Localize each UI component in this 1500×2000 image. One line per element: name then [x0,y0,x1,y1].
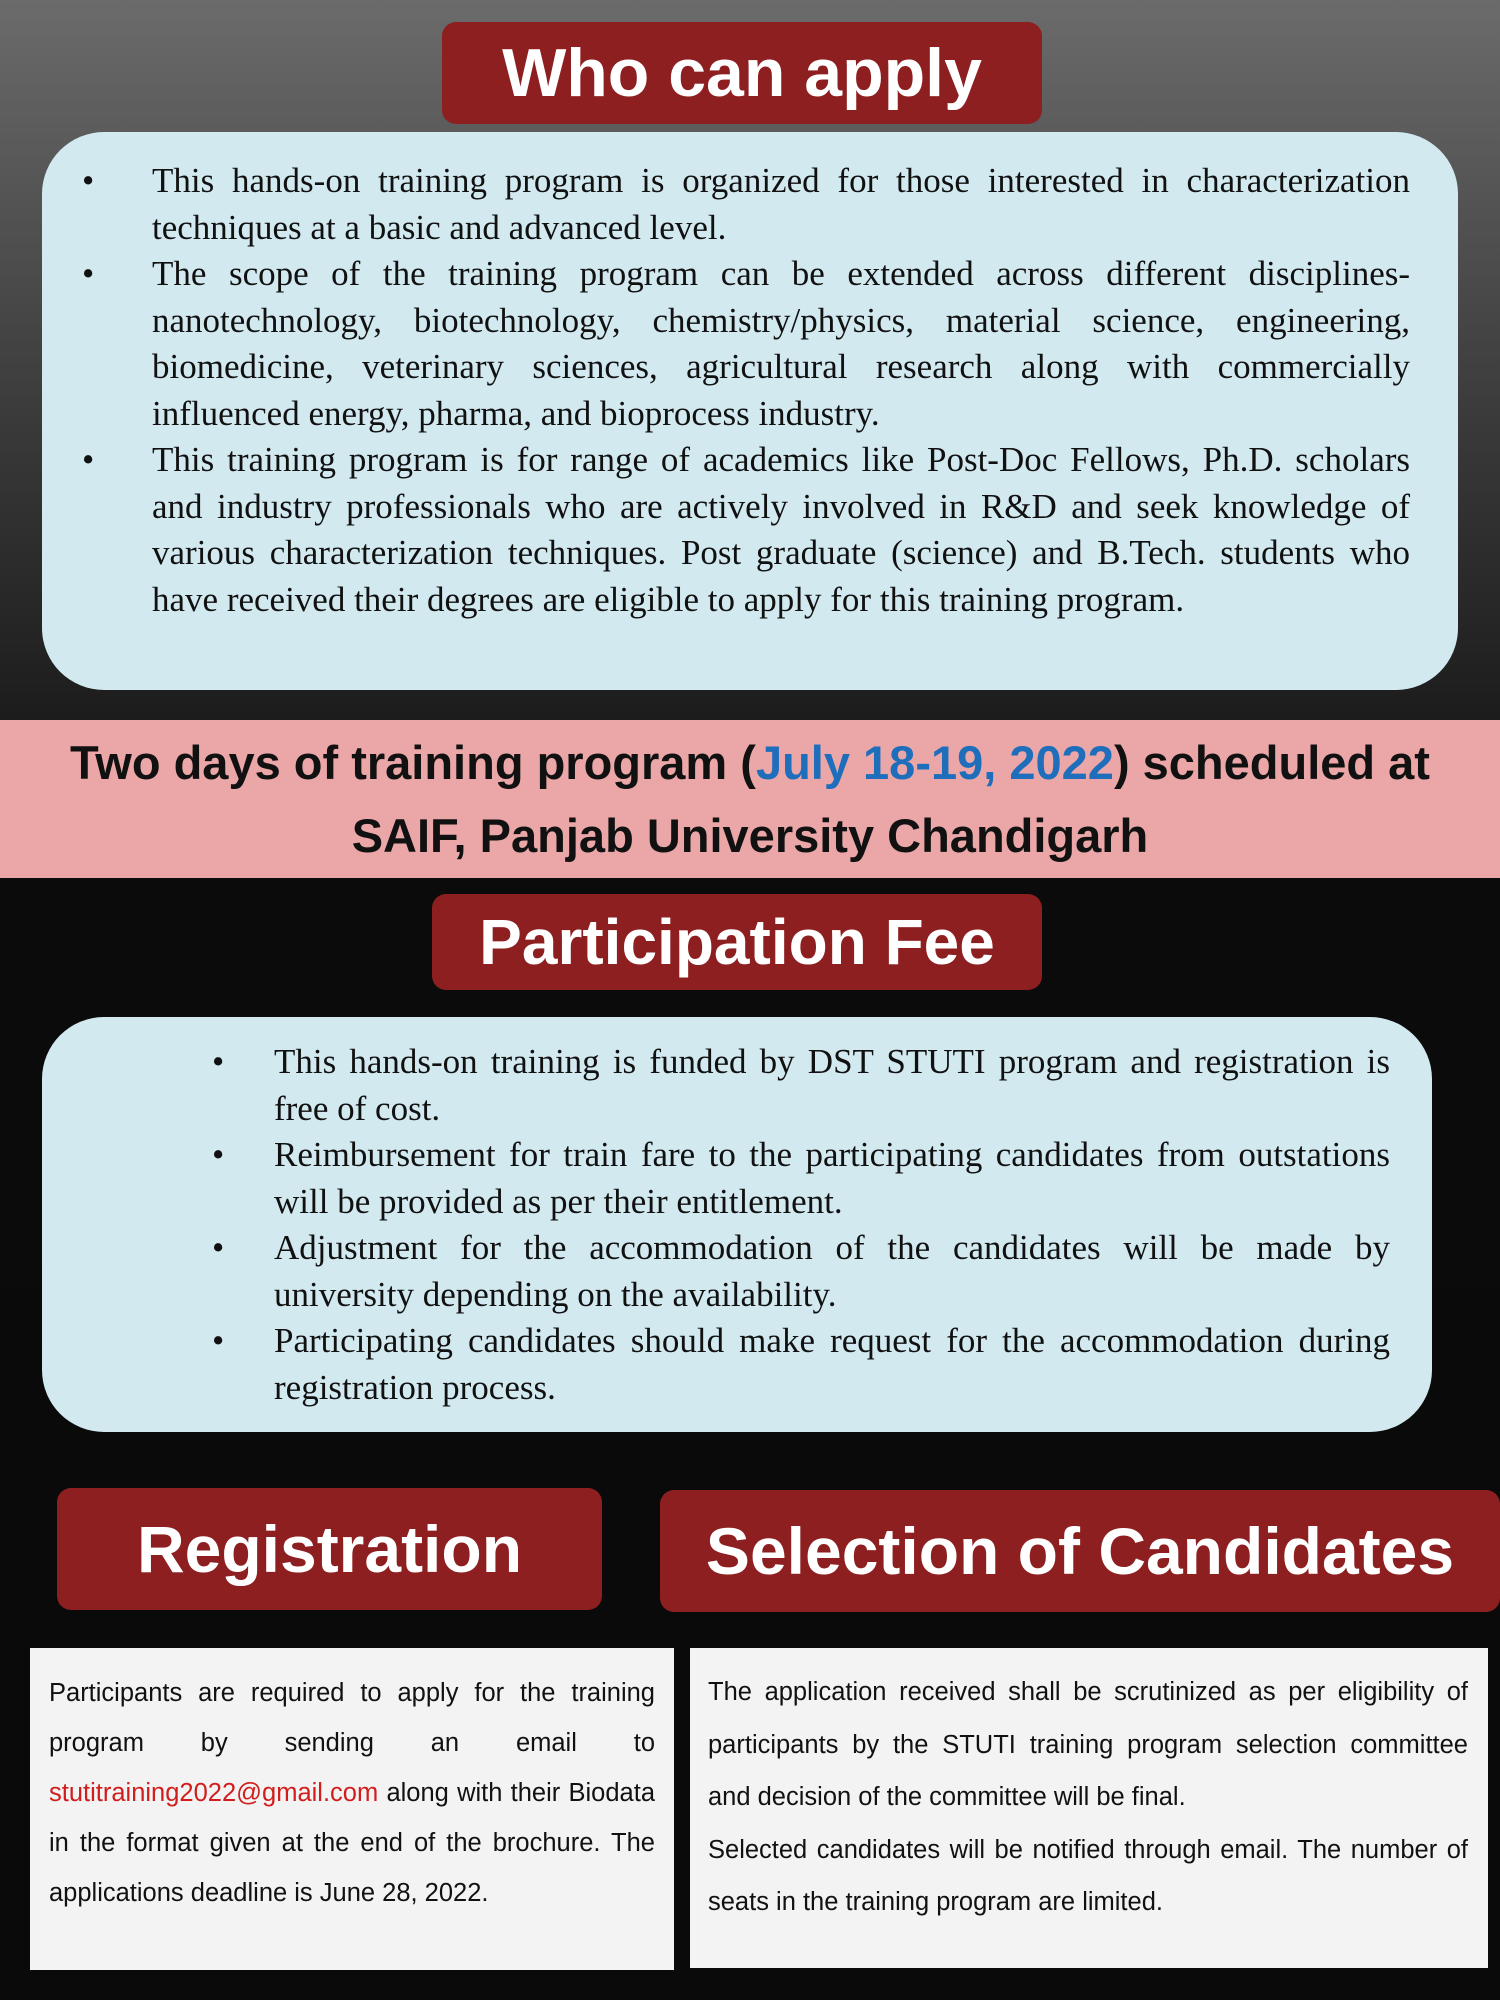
list-item: • This training program is for range of academics like Post-Doc Fellows, Ph.D. scholars and industry professionals who are actively involved in R&D and seek knowledge of various characterization techniques. Post graduate (science) and B.Tech. students who have received their degrees are eligible to apply for this training program. [152,437,1410,623]
who-can-apply-panel [42,132,1458,690]
banner-line-2: SAIF, Panjab University Chandigarh [351,809,1149,862]
selection-text-box [690,1648,1488,1968]
who-can-apply-list [152,158,1410,623]
participation-fee-title: Participation Fee [479,906,995,978]
list-item: • This hands-on training is funded by DST STUTI program and registration is free of cost. [274,1039,1390,1132]
selection-heading [660,1490,1500,1612]
selection-paragraph-1: The application received shall be scrutinized as per eligibility of participants by the STUTI training program selection committee and decision of the committee will be final. [708,1678,1468,1811]
participation-fee-list [274,1039,1390,1411]
participation-fee-heading [432,894,1042,990]
registration-heading [57,1488,602,1610]
list-item: • Participating candidates should make request for the accommodation during registration process. [274,1318,1390,1411]
list-item: • The scope of the training program can be extended across different disciplines-nanotechnology, biotechnology, chemistry/physics, material science, engineering, biomedicine, veterinary sciences, agricultural research along with commercially influenced energy, pharma, and bioprocess industry. [152,251,1410,437]
list-item: • This hands-on training program is organized for those interested in characterization techniques at a basic and advanced level. [152,158,1410,251]
participation-fee-panel [42,1017,1432,1432]
who-can-apply-heading [442,22,1042,124]
registration-email-link[interactable]: stutitraining2022@gmail.com [49,1779,379,1807]
list-item: • Reimbursement for train fare to the participating candidates from outstations will be provided as per their entitlement. [274,1132,1390,1225]
selection-title: Selection of Candidates [705,1514,1455,1588]
registration-title: Registration [136,1512,523,1586]
banner-line-1: Two days of training program (July 18-19, 2022) scheduled at [70,736,1430,789]
registration-text-box: Participants are required to apply for the training program by sending an email to stutitraining2022@gmail.com along with their Biodata in the format given at the end of the brochure. The applications deadline is June 28, 2022. [30,1648,674,1970]
list-item: • Adjustment for the accommodation of the candidates will be made by university depending on the availability. [274,1225,1390,1318]
training-dates: July 18-19, 2022 [755,736,1114,789]
selection-paragraph-2: Selected candidates will be notified through email. The number of seats in the training program are limited. [708,1835,1468,1916]
schedule-banner [0,720,1500,878]
who-can-apply-title: Who can apply [502,35,982,111]
